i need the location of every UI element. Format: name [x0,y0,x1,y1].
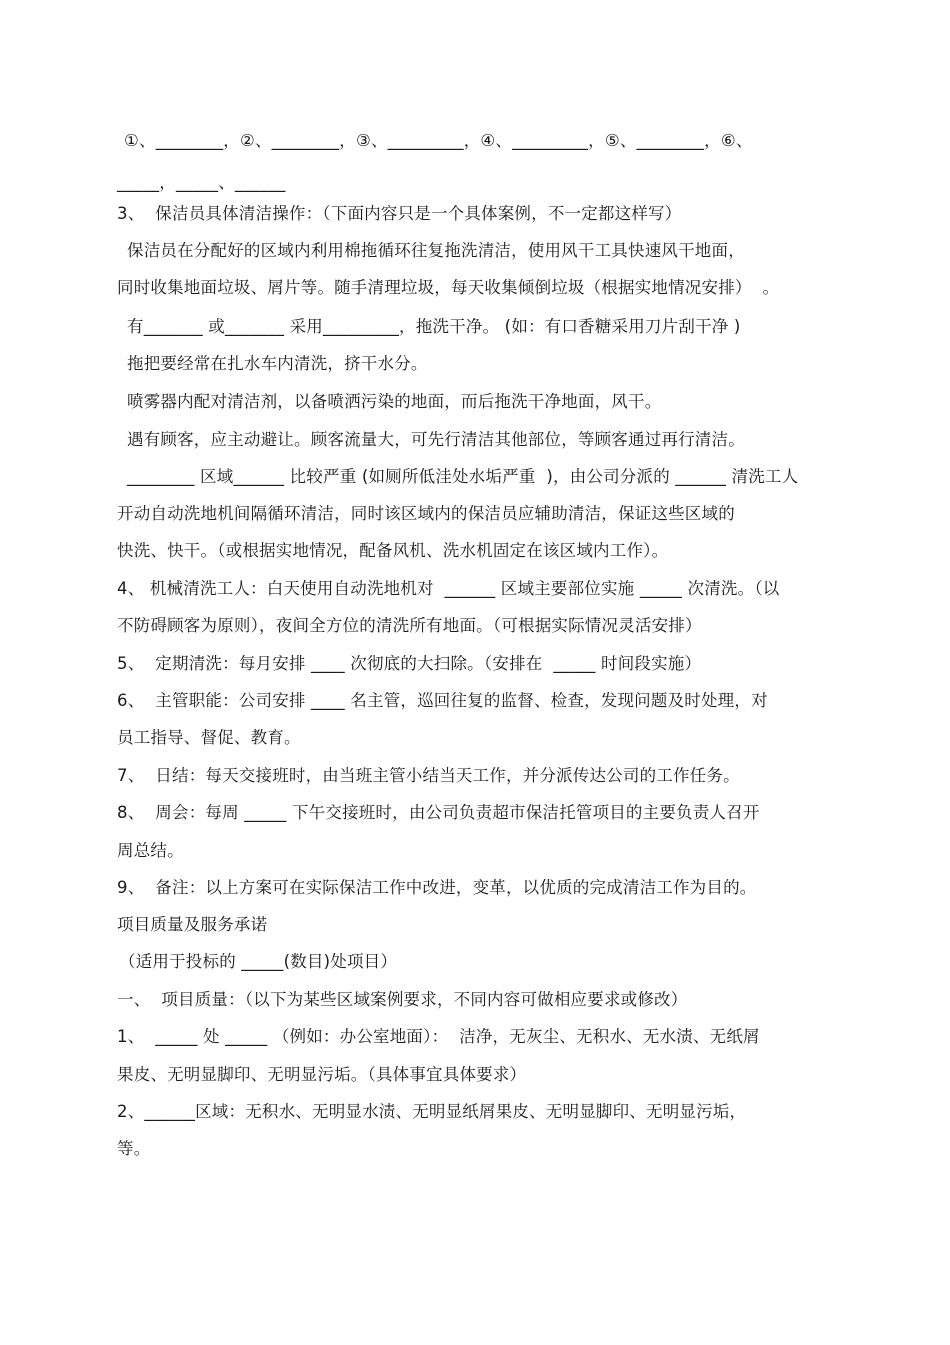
text-line: 周总结。 [117,841,184,860]
section-heading: 8、 周会：每周 _____ 下午交接班时，由公司负责超市保洁托管项目的主要负责人召开 [117,803,760,822]
text-line: ________ 区域______ 比较严重 (如厕所低洼处水垢严重 )，由公司分派的 ______ 清洗工人 [127,467,799,486]
section-heading: 一、 项目质量：（以下为某些区域案例要求，不同内容可做相应要求或修改） [117,990,688,1009]
section-heading: 1、 _____ 处 _____ （例如：办公室地面）： 洁净，无灰尘、无积水、无水渍、无纸屑 [117,1027,760,1046]
text-line: ①、________，②、________，③、_________，④、_________，⑤、________，⑥、 [124,131,753,150]
text-line: _____，_____、______ [117,173,286,192]
text-line: 保洁员在分配好的区域内利用棉拖循环往复拖洗清洁，使用风干工具快速风干地面， [127,241,745,260]
section-heading: 3、 保洁员具体清洁操作：（下面内容只是一个具体案例，不一定都这样写） [117,204,682,223]
section-heading: 9、 备注：以上方案可在实际保洁工作中改进，变革，以优质的完成清洁工作为目的。 [117,878,757,897]
section-heading: 4、 机械清洗工人：白天使用自动洗地机对 ______ 区域主要部位实施 _____ 次清洗。（以 [117,579,780,598]
text-line: 员工指导、督促、教育。 [117,728,301,747]
text-line: 遇有顾客，应主动避让。顾客流量大，可先行清洁其他部位，等顾客通过再行清洁。 [127,430,745,449]
text-line: 喷雾器内配对清洁剂，以备喷洒污染的地面，而后拖洗干净地面，风干。 [127,392,662,411]
text-line: 拖把要经常在扎水车内清洗，挤干水分。 [127,354,428,373]
section-heading: 2、______区域：无积水、无明显水渍、无明显纸屑果皮、无明显脚印、无明显污垢， [117,1102,747,1121]
section-heading: 6、 主管职能：公司安排 ____ 名主管，巡回往复的监督、检查，发现问题及时处理，对 [117,691,768,710]
text-line: 开动自动洗地机间隔循环清洁，同时该区域内的保洁员应辅助清洁，保证这些区域的 [117,504,735,523]
section-heading: 7、 日结：每天交接班时，由当班主管小结当天工作，并分派传达公司的工作任务。 [117,766,740,785]
text-line: 快洗、快干。（或根据实地情况，配备风机、洗水机固定在该区域内工作）。 [117,541,669,560]
text-line: 同时收集地面垃圾、屑片等。随手清理垃圾，每天收集倾倒垃圾（根据实地情况安排） 。 [117,278,780,297]
text-line: 等。 [117,1139,151,1158]
text-line: （适用于投标的 _____(数目)处项目） [119,952,398,971]
section-title: 项目质量及服务承诺 [117,915,268,934]
text-line: 有_______ 或_______ 采用_________，拖洗干净。 (如：有口香糖采用刀片刮干净 ) [127,317,741,336]
text-line: 果皮、无明显脚印、无明显污垢。（具体事宜具体要求） [117,1065,527,1084]
section-heading: 5、 定期清洗：每月安排 ____ 次彻底的大扫除。（安排在 _____ 时间段实施） [117,654,702,673]
text-line: 不防碍顾客为原则），夜间全方位的清洗所有地面。（可根据实际情况灵活安排） [117,616,702,635]
